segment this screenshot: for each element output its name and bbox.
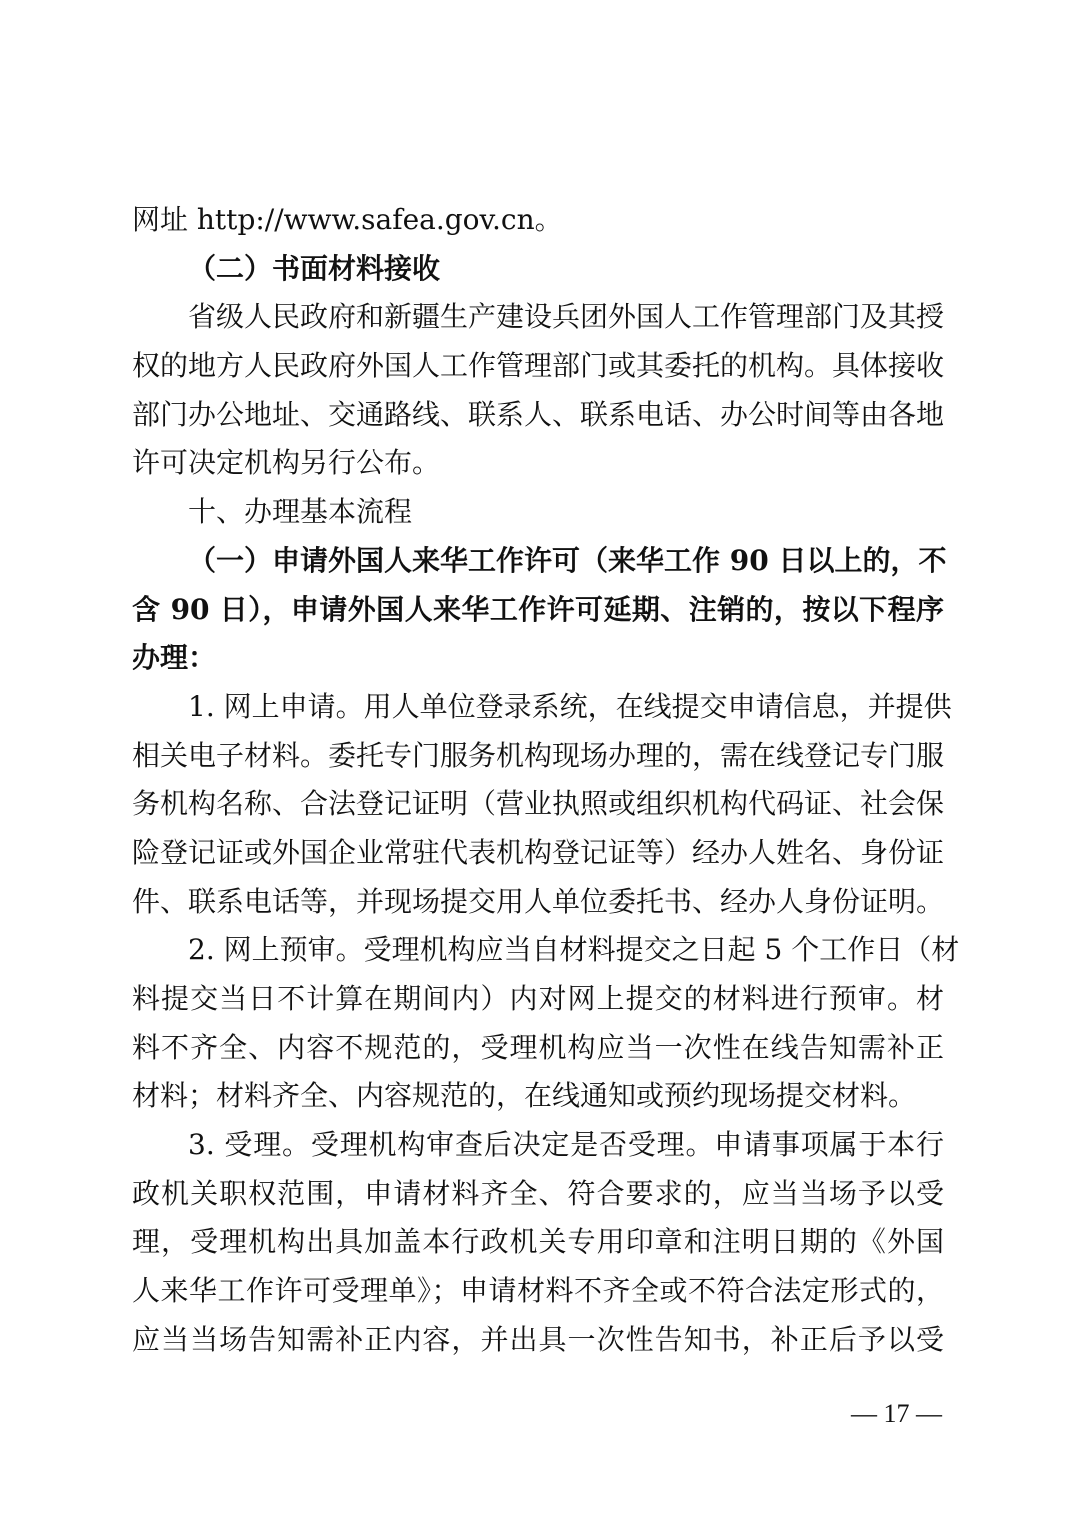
paragraph-line: 部门办公地址、交通路线、联系人、联系电话、办公时间等由各地 [132, 397, 945, 431]
paragraph-line: 1. 网上申请。用人单位登录系统，在线提交申请信息，并提供 [188, 689, 952, 723]
paragraph-line: 材料；材料齐全、内容规范的，在线通知或预约现场提交材料。 [132, 1079, 917, 1113]
paragraph-line: 险登记证或外国企业常驻代表机构登记证等）经办人姓名、身份证 [132, 835, 945, 869]
paragraph-line: 许可决定机构另行公布。 [132, 446, 441, 480]
paragraph-line: 人来华工作许可受理单》；申请材料不齐全或不符合法定形式的， [132, 1274, 944, 1308]
paragraph-line: 料提交当日不计算在期间内）内对网上提交的材料进行预审。材 [132, 982, 944, 1015]
paragraph-line: 政机关职权范围，申请材料齐全、符合要求的，应当当场予以受 [132, 1176, 944, 1210]
document-body [132, 196, 960, 1365]
paragraph-line: 权的地方人民政府外国人工作管理部门或其委托的机构。具体接收 [132, 349, 945, 383]
page-number: — 17 — [851, 1399, 942, 1428]
subsection-heading-line: （一）申请外国人来华工作许可（来华工作 90 日以上的，不 [188, 543, 947, 577]
paragraph-line: 3. 受理。受理机构审查后决定是否受理。申请事项属于本行 [188, 1128, 944, 1162]
subsection-heading-line: 含 90 日），申请外国人来华工作许可延期、注销的，按以下程序 [132, 592, 944, 626]
paragraph-line: 理，受理机构出具加盖本行政机关专用印章和注明日期的《外国 [132, 1225, 944, 1259]
paragraph-line: 务机构名称、合法登记证明（营业执照或组织机构代码证、社会保 [132, 787, 945, 821]
paragraph-line: 省级人民政府和新疆生产建设兵团外国人工作管理部门及其授 [188, 300, 945, 334]
subsection-heading-line: 办理： [132, 641, 217, 675]
paragraph-line: 件、联系电话等，并现场提交用人单位委托书、经办人身份证明。 [132, 884, 945, 918]
section-heading-written-materials: （二）书面材料接收 [188, 251, 441, 285]
section-heading-basic-process: 十、办理基本流程 [188, 495, 413, 529]
paragraph-line: 应当当场告知需补正内容，并出具一次性告知书，补正后予以受 [132, 1322, 944, 1356]
paragraph-line: 相关电子材料。委托专门服务机构现场办理的，需在线登记专门服 [132, 738, 945, 772]
url-line: 网址 http://www.safea.gov.cn。 [132, 203, 563, 236]
paragraph-line: 料不齐全、内容不规范的，受理机构应当一次性在线告知需补正 [132, 1030, 944, 1064]
paragraph-line: 2. 网上预审。受理机构应当自材料提交之日起 5 个工作日（材 [188, 933, 960, 967]
